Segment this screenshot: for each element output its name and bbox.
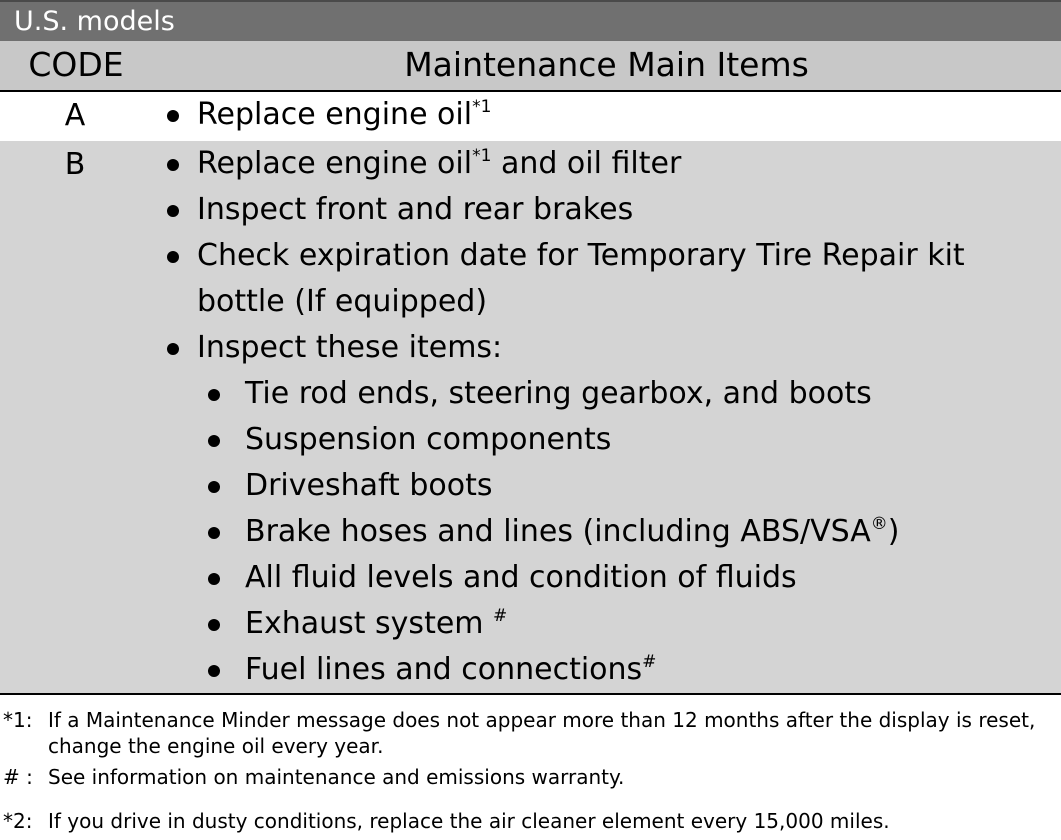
sub-list-item: Fuel lines and connections# <box>245 652 657 687</box>
table-title-bar <box>0 0 1061 41</box>
bullet-icon <box>167 343 179 355</box>
sub-list-item: Tie rod ends, steering gearbox, and boots <box>245 376 872 411</box>
sub-list-item: All fluid levels and condition of fluids <box>245 560 797 595</box>
list-item: Replace engine oil$^{*1}$ <box>197 97 492 132</box>
footnote-text: If a Maintenance Minder message does not appear more than 12 months after the display is reset, <box>48 708 1036 732</box>
list-item: Check expiration date for Temporary Tire Repair kit <box>197 238 965 273</box>
bullet-icon <box>208 481 220 493</box>
list-item: Inspect front and rear brakes <box>197 192 634 227</box>
bullet-icon <box>167 251 179 263</box>
bullet-icon <box>208 619 220 631</box>
table-row-a <box>0 92 1061 141</box>
list-item-continuation: bottle (If equipped) <box>197 284 488 319</box>
table-header-row <box>0 41 1061 92</box>
bullet-icon <box>167 205 179 217</box>
code-cell-b: B <box>64 147 86 182</box>
footnote-mark: # : <box>3 765 33 789</box>
bullet-icon <box>167 110 179 122</box>
bullet-icon <box>208 573 220 585</box>
table-row-b <box>0 141 1061 695</box>
bullet-icon <box>208 435 220 447</box>
sub-list-item: Suspension components <box>245 422 612 457</box>
code-cell-a: A <box>64 98 86 133</box>
sub-list-item: Driveshaft boots <box>245 468 493 503</box>
footnote-text-continuation: change the engine oil every year. <box>48 734 384 758</box>
sub-list-item: Brake hoses and lines (including ABS/VSA®) <box>245 514 900 549</box>
footnote-mark: *1: <box>3 708 33 732</box>
list-item: Inspect these items: <box>197 330 503 365</box>
footnote-text: See information on maintenance and emissions warranty. <box>48 765 625 789</box>
header-code: CODE <box>28 45 124 84</box>
header-maintenance-items: Maintenance Main Items <box>404 45 809 84</box>
bullet-icon <box>208 389 220 401</box>
footnote-text: If you drive in dusty conditions, replace the air cleaner element every 15,000 miles. <box>48 809 890 833</box>
list-item: Replace engine oil$^{*1}$ and oil filter <box>197 146 682 181</box>
footnote-mark: *2: <box>3 809 33 833</box>
table-title: U.S. models <box>14 6 175 37</box>
sub-list-item: Exhaust system # <box>245 606 508 641</box>
bullet-icon <box>208 527 220 539</box>
bullet-icon <box>167 159 179 171</box>
bullet-icon <box>208 665 220 677</box>
